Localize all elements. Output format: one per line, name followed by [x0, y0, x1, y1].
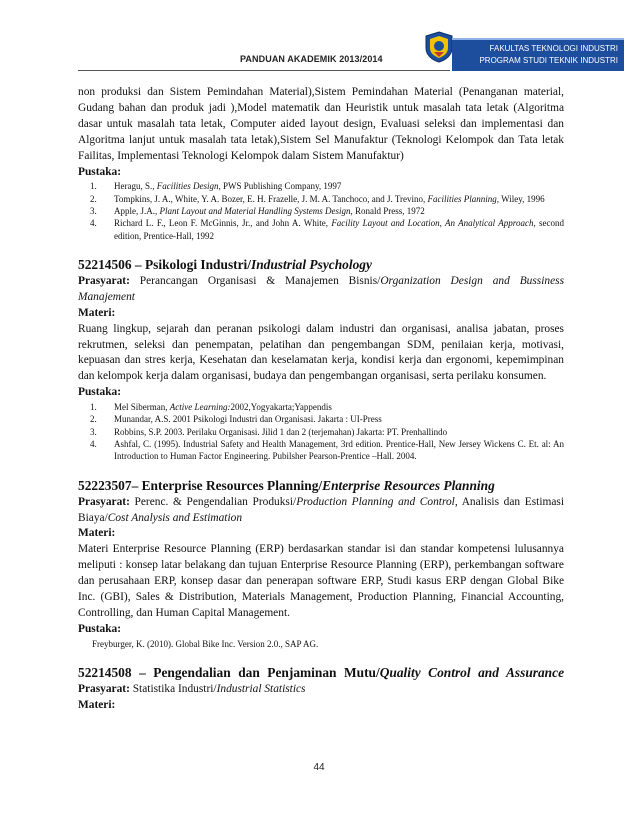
pustaka-heading: Pustaka: — [78, 386, 122, 399]
prasyarat-line: Prasyarat: Perancangan Organisasi & Manajemen Bisnis/Organization Design and Bussiness Manajement — [78, 274, 564, 303]
course-title-mutu: 52214508 – Pengendalian dan Penjaminan Mutu/Quality Control and Assurance — [78, 665, 565, 681]
header-title: PANDUAN AKADEMIK 2013/2014 — [240, 54, 383, 64]
list-item: 3. Apple, J.A., Plant Layout and Material Handling Systems Design, Ronald Press, 1972 — [90, 206, 425, 217]
course2-reference: Freyburger, K. (2010). Global Bike Inc. Version 2.0., SAP AG. — [92, 638, 319, 649]
materi-paragraph: Materi Enterprise Resource Planning (ERP) berdasarkan standar isi dan standar kompetensi lulusannya meliputi : konsep latar belakang dan tujuan Enterprise Resource Planning (ERP), perkembangan software dan perusahaan ERP, konsep dasar dan penerapan software ERP, Studi kasus ERP dengan Global Bike Inc. (GBI), Sales & Distribution, Materials Management, Production Planning, Financial Accounting, Controlling, dan Human Capital Management. — [78, 543, 564, 619]
list-item: 2. Munandar, A.S. 2001 Psikologi Industri dan Organisasi. Jakarta : UI-Press — [90, 414, 382, 425]
faculty-banner — [452, 38, 624, 71]
course-title-psikologi: 52214506 – Psikologi Industri/Industrial Psychology — [78, 256, 372, 272]
pustaka-heading: Pustaka: — [78, 165, 122, 178]
intro-paragraph: non produksi dan Sistem Pemindahan Material),Sistem Pemindahan Material (Penanganan material, Gudang bahan dan produk jadi ),Model matematik dan Heuristik untuk masalah tata letak (Algoritma dasar untuk masalah tata letak, Computer aided layout design, Evaluasi seleksi dan implementasi dan Algoritma lanjut untuk masalah tata letak),Sistem Sel Manufaktur (Teknologi Kelompok dan Tata letak Failitas, Implementasi Teknologi Kelompok dalam Sistem Manufaktur) — [78, 86, 564, 162]
pustaka-heading: Pustaka: — [78, 622, 122, 635]
prasyarat-line: Prasyarat: Statistika Industri/Industrial Statistics — [78, 683, 306, 696]
list-item: 2. Tompkins, J. A., White, Y. A. Bozer, E. H. Frazelle, J. M. A. Tanchoco, and J. Trevino, Facilities Planning, Wiley, 1996 — [90, 193, 545, 204]
faculty-name: FAKULTAS TEKNOLOGI INDUSTRI — [489, 44, 618, 53]
list-item: 4. Ashfal, C. (1995). Industrial Safety and Health Management, 3rd edition. Prentice-Hall, New Jersey Wickens C. Et. al: An Introduction to Human Factor Engineering. Pubilsher Pearson-Prentice –Hall. 2004. — [90, 439, 564, 462]
intro-reference-list — [78, 180, 564, 241]
page-content — [78, 85, 564, 714]
materi-heading: Materi: — [78, 306, 116, 319]
materi-paragraph: Ruang lingkup, sejarah dan peranan psikologi dalam industri dan organisasi, analisa jabatan, proses rekrutmen, seleksi dan penempatan, pelatihan dan pengembangan SDM, penilaian kerja, motivasi, kepuasan dan stres kerja, Kesehatan dan keselamatan kerja, kondisi kerja dan ergonomi, kepemimpinan dan kelompok kerja dalam organisasi, budaya dan pengembangan organisasi, serta perilaku konsumen. — [78, 322, 564, 383]
prasyarat-line: Prasyarat: Perenc. & Pengendalian Produksi/Production Planning and Control, Analisis dan Estimasi Biaya/Cost Analysis and Estimation — [78, 495, 564, 524]
page-number: 44 — [313, 762, 325, 773]
list-item: 3. Robbins, S.P. 2003. Perilaku Organisasi. Jilid 1 dan 2 (terjemahan) Jakarta: PT. Prenhallindo — [90, 426, 448, 437]
list-item: 1. Mel Siberman, Active Learning:2002,Yogyakarta;Yappendis — [90, 402, 332, 413]
page-header — [0, 0, 638, 80]
header-divider — [78, 70, 450, 71]
list-item: 1. Heragu, S., Facilities Design, PWS Publishing Company, 1997 — [90, 181, 342, 192]
list-item: 4. Richard L. F., Leon F. McGinnis, Jr., and John A. White, Facility Layout and Location, An Analytical Approach, second edition, Prentice-Hall, 1992 — [90, 218, 564, 241]
materi-heading: Materi: — [78, 527, 116, 540]
course1-reference-list — [78, 401, 564, 462]
university-logo-icon — [422, 30, 456, 64]
course-title-erp: 52223507– Enterprise Resources Planning/Enterprise Resources Planning — [78, 477, 495, 493]
program-name: PROGRAM STUDI TEKNIK INDUSTRI — [479, 56, 618, 65]
materi-heading: Materi: — [78, 699, 116, 712]
